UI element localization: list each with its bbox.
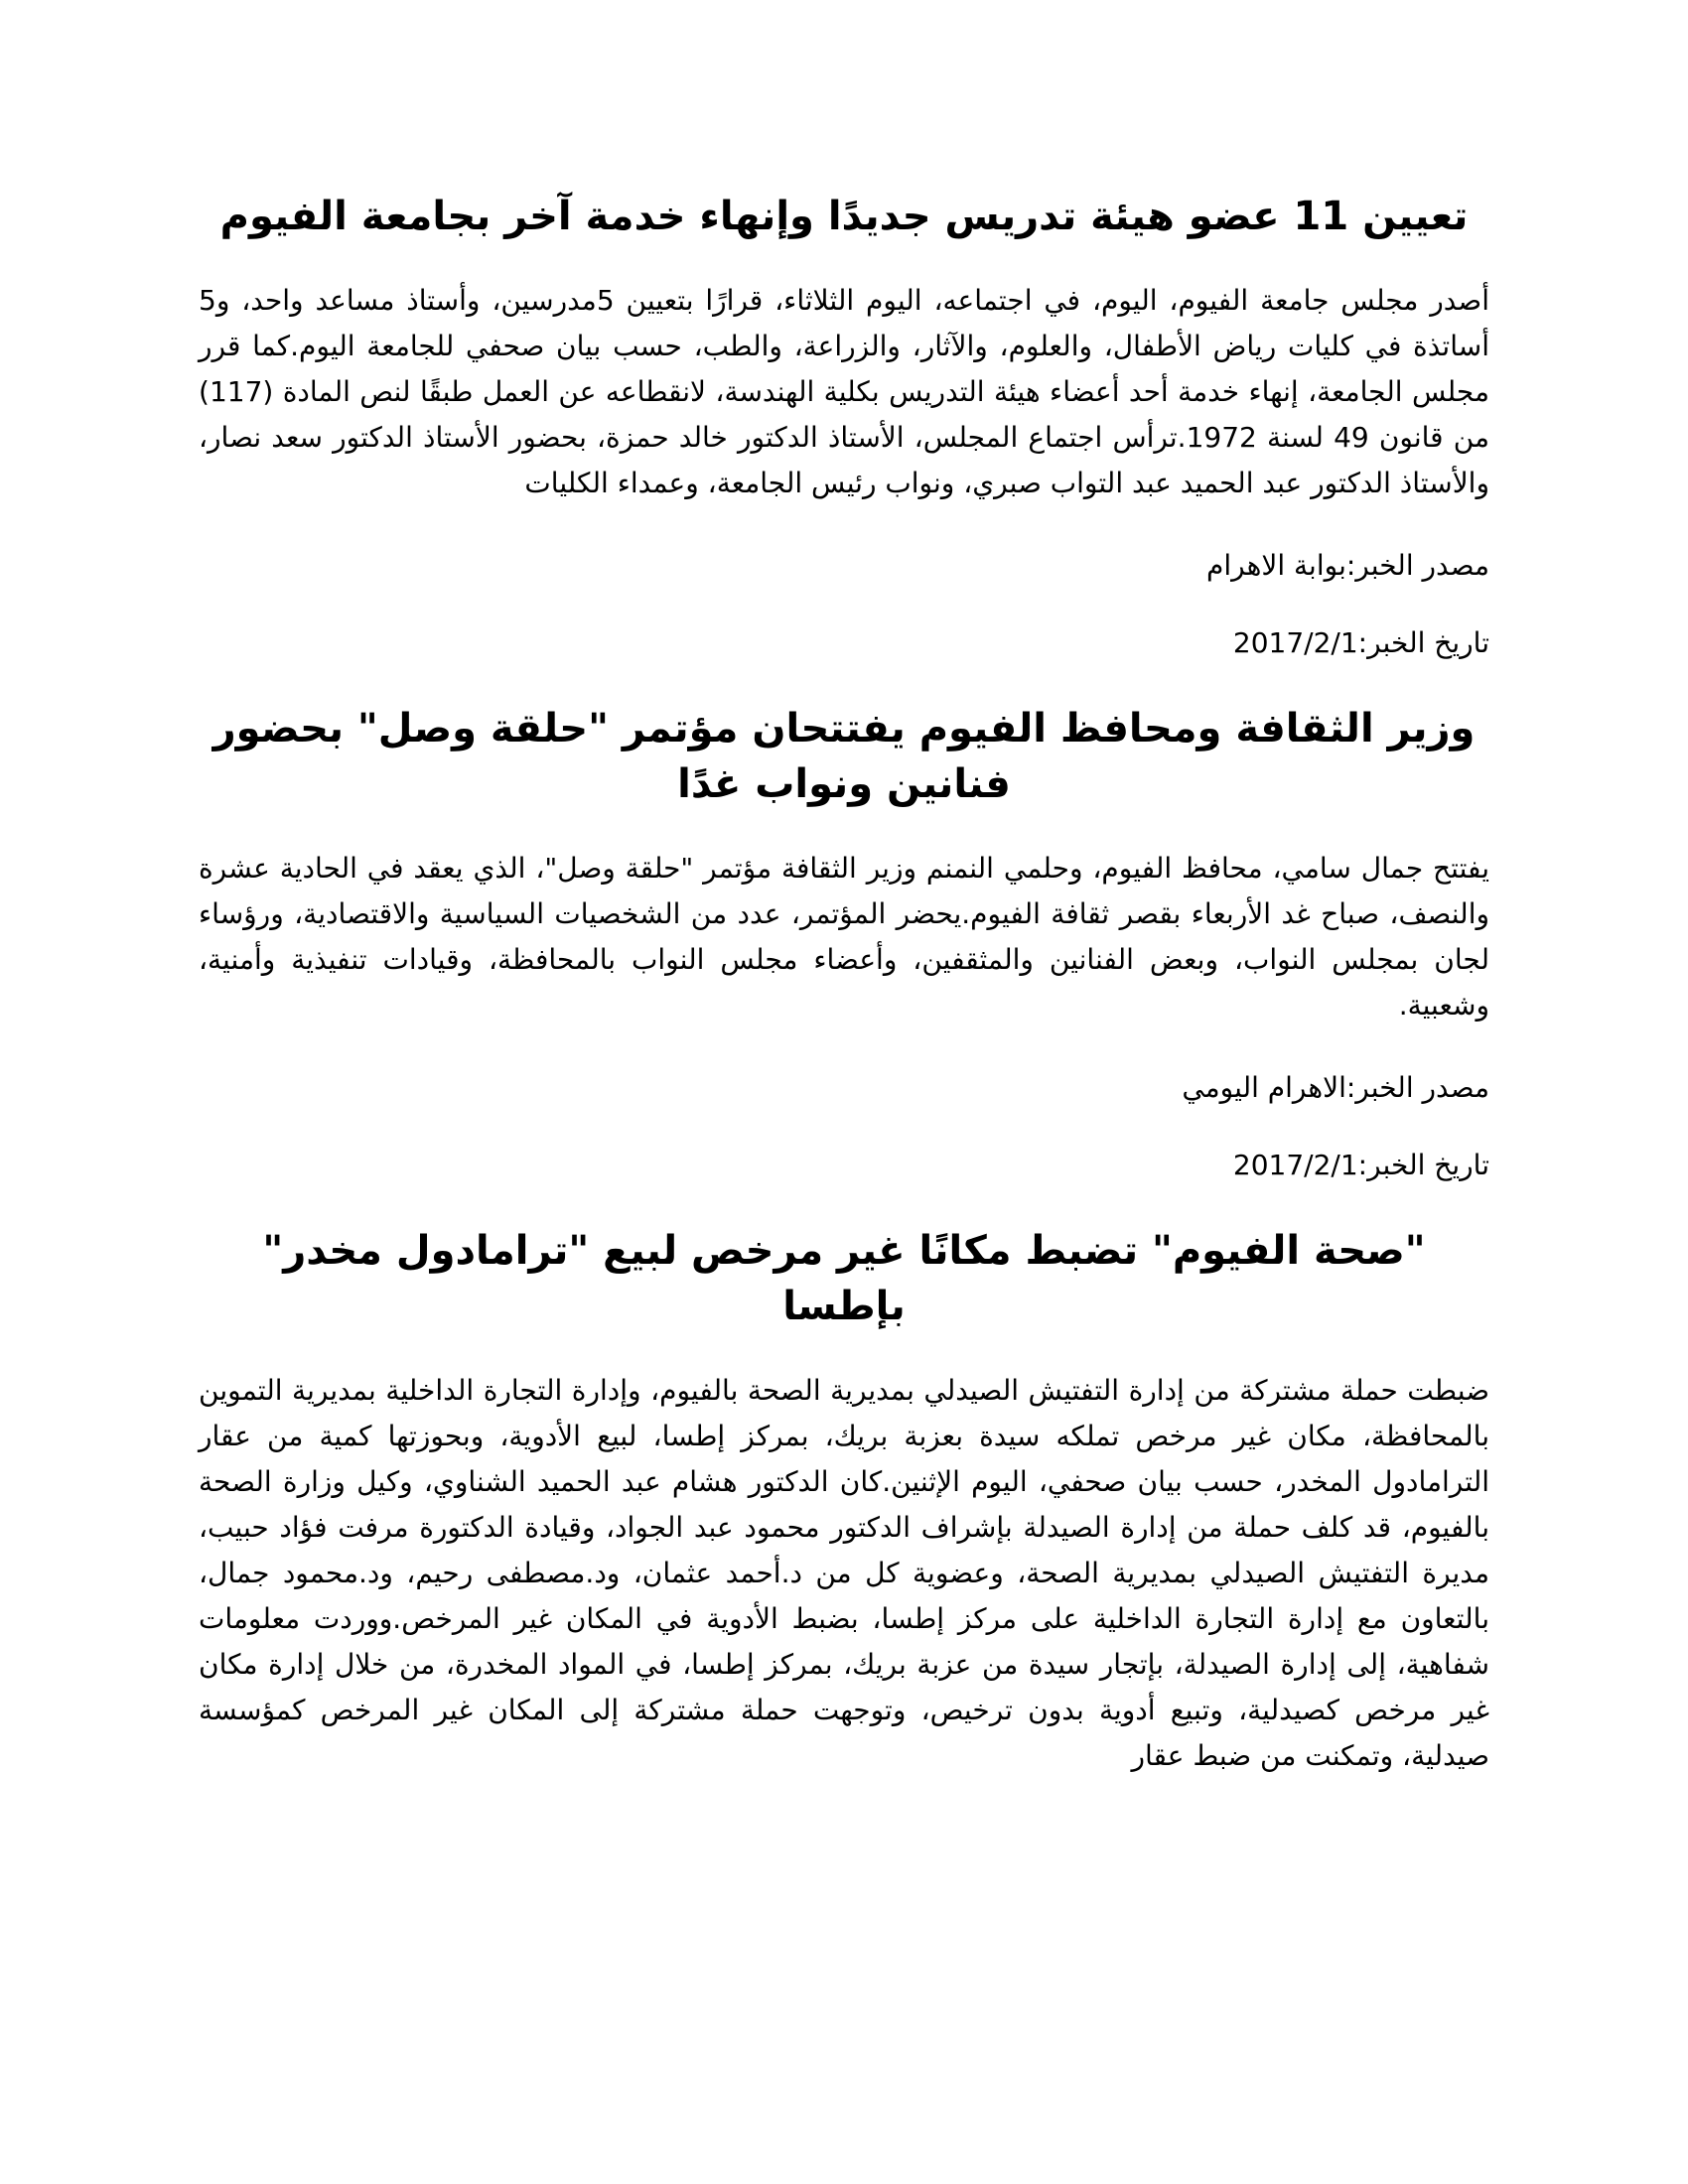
source-value: الاهرام اليومي bbox=[1182, 1071, 1346, 1104]
article-headline: تعيين 11 عضو هيئة تدريس جديدًا وإنهاء خدمة آخر بجامعة الفيوم bbox=[219, 194, 1469, 239]
article-date bbox=[199, 1146, 1489, 1185]
news-article bbox=[199, 1223, 1489, 1779]
article-source bbox=[199, 546, 1489, 586]
source-value: بوابة الاهرام bbox=[1206, 549, 1346, 582]
source-label: مصدر الخبر: bbox=[1345, 1071, 1489, 1104]
article-date bbox=[199, 623, 1489, 663]
article-source bbox=[199, 1068, 1489, 1108]
date-label: تاريخ الخبر: bbox=[1357, 626, 1489, 659]
article-headline: وزير الثقافة ومحافظ الفيوم يفتتحان مؤتمر "حلقة وصل" بحضور فنانين ونواب غدًا bbox=[212, 706, 1476, 807]
document-page bbox=[199, 189, 1489, 1819]
source-label: مصدر الخبر: bbox=[1345, 549, 1489, 582]
date-value: 2017/2/1 bbox=[1232, 1149, 1358, 1181]
article-body: أصدر مجلس جامعة الفيوم، اليوم، في اجتماعه، اليوم الثلاثاء، قرارًا بتعيين 5مدرسين، وأستاذ مساعد واحد، و5 أساتذة في كليات رياض الأطفال، والعلوم، والآثار، والزراعة، والطب، حسب بيان صحفي للجامعة اليوم.كما قرر مجلس الجامعة، إنهاء خدمة أحد أعضاء هيئة التدريس بكلية الهندسة، لانقطاعه عن العمل طبقًا لنص المادة (117) من قانون 49 لسنة 1972.ترأس اجتماع المجلس، الأستاذ الدكتور خالد حمزة، بحضور الأستاذ الدكتور سعد نصار، والأستاذ الدكتور عبد الحميد عبد التواب صبري، ونواب رئيس الجامعة، وعمداء الكليات bbox=[199, 284, 1490, 499]
news-article bbox=[199, 189, 1489, 663]
news-article bbox=[199, 701, 1489, 1185]
date-label: تاريخ الخبر: bbox=[1357, 1149, 1489, 1181]
article-headline: "صحة الفيوم" تضبط مكانًا غير مرخص لبيع "ترامادول مخدر" بإطسا bbox=[262, 1228, 1426, 1329]
article-body: ضبطت حملة مشتركة من إدارة التفتيش الصيدلي بمديرية الصحة بالفيوم، وإدارة التجارة الداخلية بمديرية التموين بالمحافظة، مكان غير مرخص تملكه سيدة بعزبة بريك، بمركز إطسا، لبيع الأدوية، وبحوزتها كمية من عقار الترامادول المخدر، حسب بيان صحفي، اليوم الإثنين.كان الدكتور هشام عبد الحميد الشناوي، وكيل وزارة الصحة بالفيوم، قد كلف حملة من إدارة الصيدلة بإشراف الدكتور محمود عبد الجواد، وقيادة الدكتورة مرفت فؤاد حبيب، مديرة التفتيش الصيدلي بمديرية الصحة، وعضوية كل من د.أحمد عثمان، ود.مصطفى رحيم، ود.محمود جمال، بالتعاون مع إدارة التجارة الداخلية على مركز إطسا، بضبط الأدوية في المكان غير المرخص.ووردت معلومات شفاهية، إلى إدارة الصيدلة، بإتجار سيدة من عزبة بريك، بمركز إطسا، في المواد المخدرة، من خلال إدارة مكان غير مرخص كصيدلية، وتبيع أدوية بدون ترخيص، وتوجهت حملة مشتركة إلى المكان غير المرخص كمؤسسة صيدلية، وتمكنت من ضبط عقار bbox=[199, 1374, 1489, 1772]
article-body: يفتتح جمال سامي، محافظ الفيوم، وحلمي النمنم وزير الثقافة مؤتمر "حلقة وصل"، الذي يعقد في الحادية عشرة والنصف، صباح غد الأربعاء بقصر ثقافة الفيوم.يحضر المؤتمر، عدد من الشخصيات السياسية والاقتصادية، ورؤساء لجان بمجلس النواب، وبعض الفنانين والمثقفين، وأعضاء مجلس النواب بالمحافظة، وقيادات تنفيذية وأمنية، وشعبية. bbox=[199, 852, 1489, 1022]
date-value: 2017/2/1 bbox=[1232, 626, 1358, 659]
